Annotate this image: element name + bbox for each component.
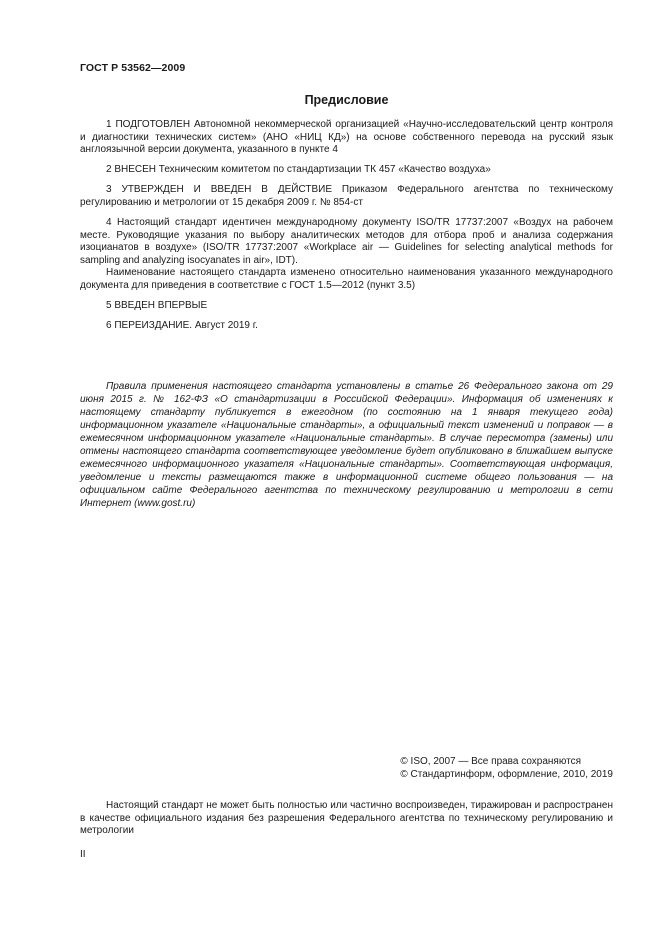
preface-item-1: 1 ПОДГОТОВЛЕН Автономной некоммерческой организацией «Научно-исследовательский центр контроля и диагностики технических систем» (АНО «НИЦ КД») на основе собственного перевода на русский язык англоязычной версии документа, указанного в пункте 4: [80, 119, 613, 156]
preface-body: [80, 119, 613, 340]
copyright-iso: © ISO, 2007 — Все права сохраняются: [400, 756, 582, 767]
preface-item-6: 6 ПЕРЕИЗДАНИЕ. Август 2019 г.: [106, 320, 258, 332]
preface-item-2: 2 ВНЕСЕН Техническим комитетом по стандартизации ТК 457 «Качество воздуха»: [106, 164, 491, 176]
preface-item-4: 4 Настоящий стандарт идентичен международному документу ISO/TR 17737:2007 «Воздух на рабочем месте. Руководящие указания по выбору аналитических методов для отбора проб и анализа содержания изоцианатов в воздухе» (ISO/TR 17737:2007 «Workplace air — Guidelines for selecting analytical methods for sampling and analyzing isocyanates in air», IDT).: [80, 217, 613, 266]
reproduction-notice: Настоящий стандарт не может быть полностью или частично воспроизведен, тиражирован и распространен в качестве официального издания без разрешения Федерального агентства по техническому регулированию и метрологии: [80, 800, 613, 837]
copyright-block: [400, 755, 613, 781]
copyright-standartinform: © Стандартинформ, оформление, 2010, 2019: [400, 769, 613, 780]
page-title: Предисловие: [304, 93, 389, 107]
preface-item-4-note: Наименование настоящего стандарта изменено относительно наименования указанного международного документа для приведения в соответствие с ГОСТ 1.5—2012 (пункт 3.5): [80, 267, 613, 292]
preface-item-3: 3 УТВЕРЖДЕН И ВВЕДЕН В ДЕЙСТВИЕ Приказом Федерального агентства по техническому регулированию и метрологии от 15 декабря 2009 г. № 854-ст: [80, 184, 613, 208]
standard-id-header: ГОСТ Р 53562—2009: [80, 62, 186, 74]
page-number: II: [80, 849, 86, 860]
application-rules-notice: Правила применения настоящего стандарта установлены в статье 26 Федерального закона от 29 июня 2015 г. № 162-ФЗ «О стандартизации в Российской Федерации». Информация об изменениях к настоящему стандарту публикуется в ежегодном (по состоянию на 1 января текущего года) информационном указателе «Национальные стандарты», а официальный текст изменений и поправок — в ежемесячном информационном указателе «Национальные стандарты». В случае пересмотра (замены) или отмены настоящего стандарта соответствующее уведомление будет опубликовано в ближайшем выпуске ежемесячного информационного указателя «Национальные стандарты». Соответствующая информация, уведомление и тексты размещаются также в информационной системе общего пользования — на официальном сайте Федерального агентства по техническому регулированию и метрологии в сети Интернет (www.gost.ru): [80, 381, 613, 509]
preface-item-5: 5 ВВЕДЕН ВПЕРВЫЕ: [106, 300, 208, 312]
